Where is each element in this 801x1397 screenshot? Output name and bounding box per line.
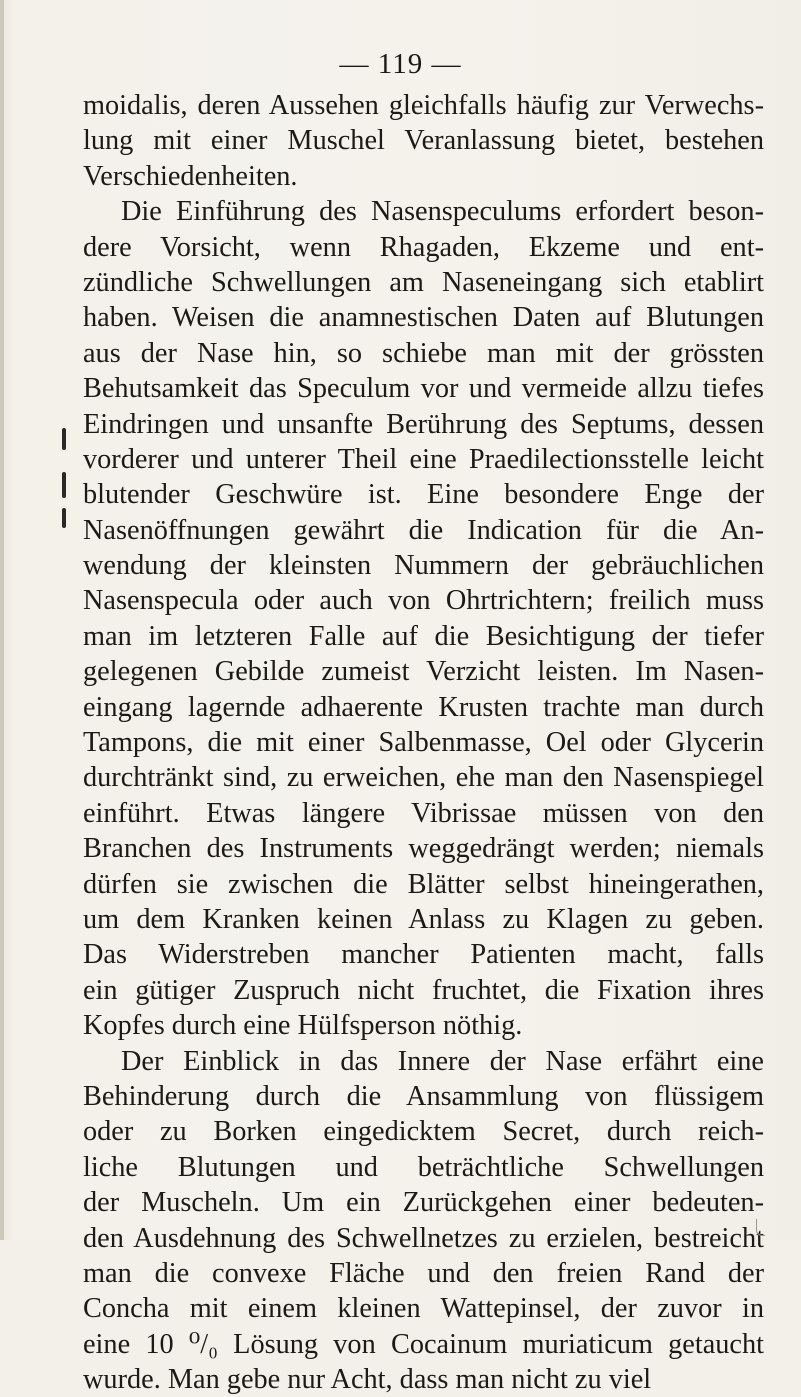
text-line: einführt. Etwas längere Vibrissae müssen von den (83, 797, 764, 829)
text-line: Behinderung durch die Ansammlung von flüssigem (83, 1080, 764, 1112)
text-line: oder zu Borken eingedicktem Secret, durch reich- (83, 1116, 764, 1148)
text-line: liche Blutungen und beträchtliche Schwellungen (83, 1151, 764, 1183)
text-line: haben. Weisen die anamnestischen Daten auf Blutungen (83, 302, 764, 334)
text-line: zündliche Schwellungen am Naseneingang sich etablirt (83, 266, 764, 298)
text-line: lung mit einer Muschel Veranlassung bietet, bestehen (83, 125, 764, 157)
text-line: vorderer und unterer Theil eine Praedilectionsstelle leicht (83, 443, 764, 475)
text-line: dere Vorsicht, wenn Rhagaden, Ekzeme und ent- (83, 231, 764, 263)
text-line: Eindringen und unsanfte Berührung des Septums, dessen (83, 408, 764, 440)
text-line: Concha mit einem kleinen Wattepinsel, der zuvor in (83, 1293, 764, 1325)
page-number: — 119 — (339, 48, 462, 80)
text-line: wurde. Man gebe nur Acht, dass man nicht zu viel (83, 1364, 652, 1396)
body-text (83, 88, 764, 1397)
text-line: Das Widerstreben mancher Patienten macht, falls (83, 939, 764, 971)
text-line: Kopfes durch eine Hülfsperson nöthig. (83, 1010, 523, 1042)
text-line: blutender Geschwüre ist. Eine besondere Enge der (83, 479, 764, 511)
margin-pencil-mark (62, 428, 66, 450)
text-line: Behutsamkeit das Speculum vor und vermeide allzu tiefes (83, 373, 764, 405)
text-line: Tampons, die mit einer Salbenmasse, Oel oder Glycerin (83, 727, 764, 759)
margin-pencil-mark (62, 472, 66, 498)
text-line: aus der Nase hin, so schiebe man mit der grössten (83, 337, 764, 369)
text-line: um dem Kranken keinen Anlass zu Klagen zu geben. (83, 903, 764, 935)
text-line: gelegenen Gebilde zumeist Verzicht leisten. Im Nasen- (83, 656, 764, 688)
text-line: eingang lagernde adhaerente Krusten trachte man durch (83, 691, 764, 723)
text-line: den Ausdehnung des Schwellnetzes zu erzielen, bestreicht (83, 1222, 764, 1254)
text-line: Der Einblick in das Innere der Nase erfährt eine (121, 1045, 764, 1077)
text-line: man im letzteren Falle auf die Besichtigung der tiefer (83, 620, 764, 652)
text-line: Verschiedenheiten. (83, 160, 298, 192)
text-line: Branchen des Instruments weggedrängt werden; niemals (83, 833, 764, 865)
text-line: dürfen sie zwischen die Blätter selbst hineingerathen, (83, 868, 764, 900)
text-line: Nasenspecula oder auch von Ohrtrichtern; freilich muss (83, 585, 764, 617)
text-line: der Muscheln. Um ein Zurückgehen einer bedeuten- (83, 1187, 764, 1219)
margin-pencil-mark (62, 508, 66, 528)
corner-pencil-mark (756, 1219, 765, 1236)
text-line: ein gütiger Zuspruch nicht fruchtet, die Fixation ihres (83, 974, 764, 1006)
text-line: durchtränkt sind, zu erweichen, ehe man den Nasenspiegel (83, 762, 764, 794)
text-line: Die Einführung des Nasenspeculums erfordert beson- (121, 196, 764, 228)
text-line: Nasenöffnungen gewährt die Indication für die An- (83, 514, 764, 546)
text-line: wendung der kleinsten Nummern der gebräuchlichen (83, 550, 764, 582)
page-spine-edge (0, 0, 4, 1240)
text-line: moidalis, deren Aussehen gleichfalls häufig zur Verwechs- (83, 90, 764, 121)
text-line: man die convexe Fläche und den freien Rand der (83, 1257, 764, 1289)
text-line: eine 10 ⁰/₀ Lösung von Cocainum muriaticum getaucht (83, 1328, 764, 1360)
